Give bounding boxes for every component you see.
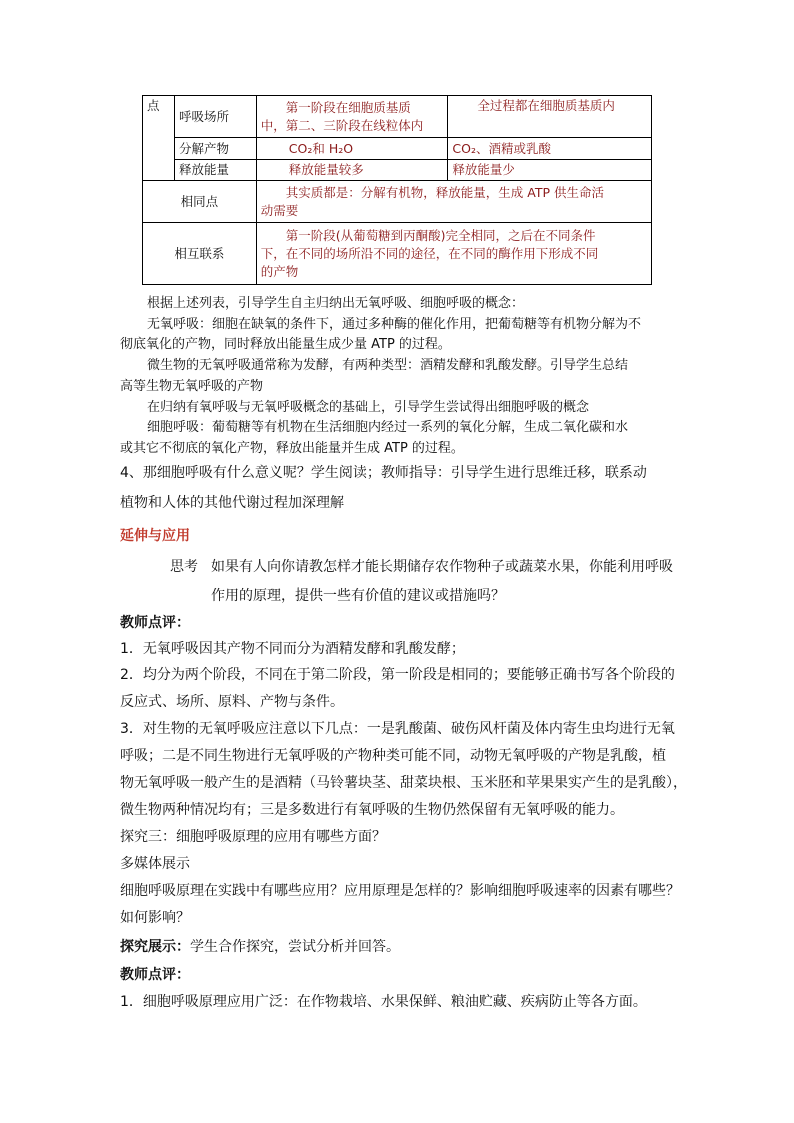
cell-text: 中，第二、三阶段在线粒体内 [260, 117, 424, 133]
paragraph: 或其它不彻底的氧化产物，释放出能量并生成 ATP 的过程。 [120, 441, 464, 456]
table-cell-aerobic: 释放能量较多 [256, 160, 448, 181]
paragraph: 植物和人体的其他代谢过程加深理解 [120, 495, 344, 511]
table-cell-anaerobic: 释放能量少 [448, 160, 652, 181]
paragraph: 在归纳有氧呼吸与无氧呼吸概念的基础上，引导学生尝试得出细胞呼吸的概念 [147, 400, 590, 415]
paragraph: 2．均分为两个阶段，不同在于第二阶段，第一阶段是相同的；要能够正确书写各个阶段的 [120, 667, 675, 683]
table-row [143, 138, 652, 160]
paragraph: 细胞呼吸原理在实践中有哪些应用？应用原理是怎样的？影响细胞呼吸速率的因素有哪些？ [120, 883, 680, 899]
cell-text: 其实质都是：分解有机物，释放能量，生成 ATP 供生命活 [285, 184, 604, 200]
table-cell-anaerobic: CO₂、酒精或乳酸 [448, 138, 652, 160]
paragraph: 无氧呼吸：细胞在缺氧的条件下，通过多种酶的催化作用，把葡萄糖等有机物分解为不 [147, 317, 642, 332]
table-cell-aerobic: CO₂和 H₂O [256, 138, 448, 160]
paragraph: 如果有人向你请教怎样才能长期储存农作物种子或蔬菜水果，你能利用呼吸 [211, 559, 673, 575]
comment-heading: 教师点评： [120, 615, 190, 631]
paragraph: 探究三：细胞呼吸原理的应用有哪些方面？ [120, 829, 386, 845]
table-row-label: 释放能量 [174, 160, 256, 181]
paragraph: 3．对生物的无氧呼吸应注意以下几点：一是乳酸菌、破伤风杆菌及体内寄生虫均进行无氧 [120, 721, 675, 737]
table-row [143, 223, 652, 285]
cell-text: 下，在不同的场所沿不同的途径，在不同的酶作用下形成不同 [260, 245, 599, 261]
paragraph: 1．无氧呼吸因其产物不同而分为酒精发酵和乳酸发酵； [120, 641, 465, 657]
paragraph: 呼吸；二是不同生物进行无氧呼吸的产物种类可能不同，动物无氧呼吸的产物是乳酸，植 [120, 748, 666, 764]
paragraph: 彻底氧化的产物，同时释放出能量生成少量 ATP 的过程。 [120, 337, 451, 352]
show-label: 探究展示： [120, 939, 190, 955]
paragraph: 4、那细胞呼吸有什么意义呢？学生阅读；教师指导：引导学生进行思维迁移，联系动 [120, 465, 647, 481]
comparison-table [142, 95, 652, 285]
comment-heading: 教师点评： [120, 967, 190, 983]
table-row-label: 相互联系 [143, 223, 257, 285]
paragraph: 作用的原理，提供一些有价值的建议或措施吗？ [211, 588, 505, 604]
table-row [143, 160, 652, 181]
table-row-label: 分解产物 [174, 138, 256, 160]
table-cell-aerobic [256, 96, 448, 138]
paragraph: 根据上述列表，引导学生自主归纳出无氧呼吸、细胞呼吸的概念： [147, 296, 525, 311]
table-cell-same [256, 181, 651, 223]
paragraph: 多媒体展示 [120, 856, 190, 872]
paragraph: 反应式、场所、原料、产物与条件。 [120, 694, 344, 710]
paragraph: 微生物的无氧呼吸通常称为发酵，有两种类型：酒精发酵和乳酸发酵。引导学生总结 [147, 358, 629, 373]
show-text: 学生合作探究，尝试分析并回答。 [190, 939, 400, 955]
paragraph: 如何影响？ [120, 910, 190, 926]
table-cell-side-label: 点 [143, 96, 175, 181]
table-cell-relation [256, 223, 651, 285]
paragraph: 细胞呼吸：葡萄糖等有机物在生活细胞内经过一系列的氧化分解，生成二氧化碳和水 [147, 420, 629, 435]
table-cell-anaerobic: 全过程都在细胞质基质内 [448, 96, 652, 138]
table-row [143, 181, 652, 223]
table-row [143, 96, 652, 138]
paragraph: 物无氧呼吸一般产生的是酒精（马铃薯块茎、甜菜块根、玉米胚和苹果果实产生的是乳酸）， [120, 775, 687, 791]
section-heading: 延伸与应用 [120, 528, 190, 544]
cell-text: 第一阶段(从葡萄糖到丙酮酸)完全相同，之后在不同条件 [285, 227, 596, 243]
paragraph: 高等生物无氧呼吸的产物 [120, 379, 264, 394]
paragraph [120, 936, 400, 956]
table-row-label: 呼吸场所 [174, 96, 256, 138]
cell-text: 动需要 [260, 202, 299, 218]
think-label: 思考 [170, 559, 198, 575]
table-row-label: 相同点 [143, 181, 257, 223]
paragraph: 微生物两种情况均有；三是多数进行有氧呼吸的生物仍然保留有无氧呼吸的能力。 [120, 802, 624, 818]
paragraph: 1．细胞呼吸原理应用广泛：在作物栽培、水果保鲜、粮油贮藏、疾病防止等各方面。 [120, 994, 647, 1010]
cell-text: 的产物 [260, 263, 299, 279]
cell-text: 第一阶段在细胞质基质 [285, 99, 411, 115]
